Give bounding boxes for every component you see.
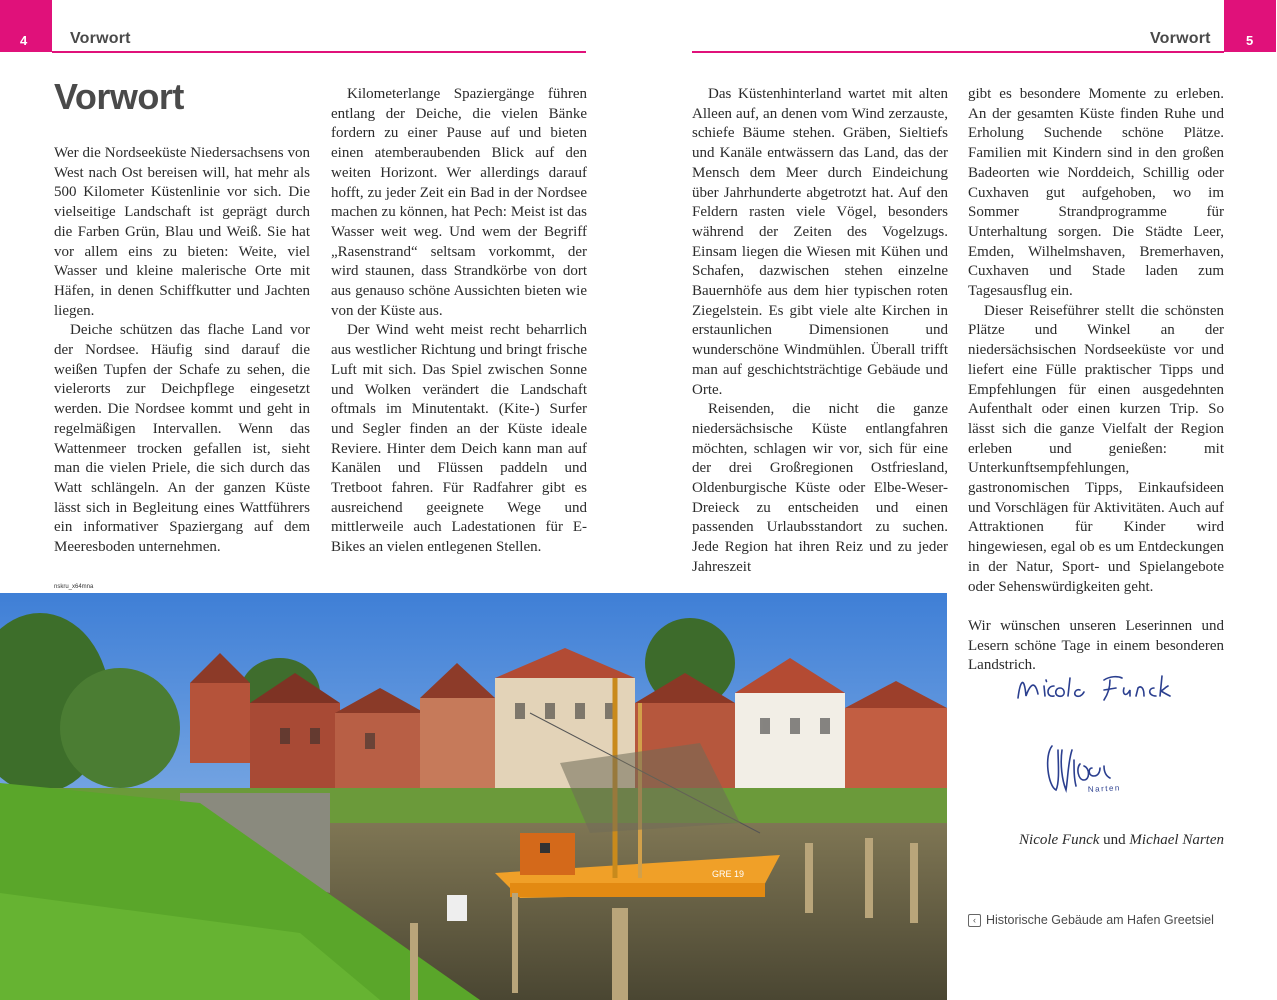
- chevron-left-icon: ‹: [968, 914, 981, 927]
- paragraph: Dieser Reiseführer stellt die schönsten Plätze und Winkel an der niedersächsischen Nordseeküste vor und liefert eine Fülle praktischer Tipps und Empfehlungen für einen ausgedehnten Aufenthalt oder einen kurzen Trip. So lässt sich die ganze Vielfalt der Region erleben und genießen: mit Unterkunftsempfehlungen, gastronomischen Tipps, Einkaufsideen und Vorschlägen für Aktivitäten. Auch auf Attraktionen für Kinder wird hingewiesen, egal ob es um Entdeckungen in der Natur, Sport- und Spielangebote oder Sehenswürdigkeiten geht.: [968, 302, 1224, 595]
- running-head-right: Vorwort: [1150, 30, 1211, 47]
- page-number-tab-right: [1224, 0, 1276, 52]
- paragraph: Wer die Nordseeküste Niedersachsens von West nach Ost bereisen will, hat mehr als 500 Kilometer Küstenlinie vor sich. Die vielseitige Landschaft ist geprägt durch die Farben Grün, Blau und Weiß. Sie hat vor allem eins zu bieten: Weite, viel Wasser und kleine malerische Orte mit Häfen, in denen Schiffkutter und Jachten liegen.: [54, 145, 310, 319]
- text-column-4: [968, 85, 1224, 676]
- paragraph: Deiche schützen das flache Land vor der Nordsee. Häufig sind darauf die weißen Tupfen der Schafe zu sehen, die vielerorts zur Deichpflege eingesetzt werden. Die Nordsee kommt und geht in regelmäßigen Intervallen. Wenn das Wattenmeer trocken gefallen ist, sieht man die vielen Priele, die sich durch das Watt schlängeln. An der ganzen Küste lässt sich in Begleitung eines Wattführers ein informativer Spaziergang auf dem Meeresboden unternehmen.: [54, 322, 310, 556]
- header-rule-left: [52, 51, 586, 53]
- photo-credit: nskru_x64mna: [54, 584, 94, 590]
- photo-caption: [968, 913, 1214, 927]
- author-second: Michael Narten: [1129, 832, 1224, 848]
- paragraph: Der Wind weht meist recht beharrlich aus westlicher Richtung und bringt frische Luft mit sich. Das Spiel zwischen Sonne und Wolken verändert die Landschaft oftmals im Minutentakt. (Kite-) Surfer und Segler finden an der Küste ideale Reviere. Hinter dem Deich kann man auf Kanälen und Flüssen paddeln und Tretboot fahren. Für Radfahrer gibt es ausreichend geeignete Wege und mittlerweile auch Ladestationen für E-Bikes an vielen entlegenen Stellen.: [331, 322, 587, 556]
- page-number-left: 4: [20, 33, 28, 48]
- author-names: [968, 832, 1224, 849]
- author-signatures: [1000, 660, 1200, 810]
- header-rule-right: [692, 51, 1224, 53]
- author-first: Nicole Funck: [1019, 832, 1100, 848]
- text-column-3: [692, 85, 948, 578]
- author-joiner: und: [1103, 832, 1126, 848]
- paragraph: gibt es besondere Momente zu erleben. An der gesamten Küste finden Ruhe und Erholung Suchende schöne Plätze. Familien mit Kindern sind in den großen Badeorten wie Norddeich, Schillig oder Cuxhaven gut aufgehoben, wo im Sommer Strandprogramme für Unterhaltung sorgen. Die Städte Leer, Emden, Wilhelmshaven, Bremerhaven, Cuxhaven und Stade laden zum Tagesausflug ein.: [968, 86, 1224, 300]
- running-head-left: Vorwort: [70, 30, 131, 47]
- harbour-photo: [0, 593, 947, 1000]
- signature-narten-print: Narten: [1087, 783, 1122, 794]
- text-column-2: [331, 85, 587, 558]
- photo-caption-text: Historische Gebäude am Hafen Greetsiel: [986, 913, 1214, 927]
- signature-nicole-funck: [1018, 676, 1170, 700]
- paragraph: Kilometerlange Spaziergänge führen entlang der Deiche, die vielen Bänke fordern zu einer Pause auf und bieten einen atemberaubenden Blick auf den weiten Horizont. Wer allerdings darauf hofft, zu jeder Zeit ein Bad in der Nordsee machen zu können, hat Pech: Meist ist das Wasser weit weg. Und wem der Begriff „Rasenstrand“ seltsam vorkommt, der wird staunen, dass Strandkörbe von dort aus genauso schöne Aussichten bieten wie von der Küste aus.: [331, 86, 587, 319]
- page-number-right: 5: [1246, 33, 1254, 48]
- boat-registration: GRE 19: [712, 869, 745, 879]
- text-column-1: [54, 144, 310, 558]
- closing-paragraph: Wir wünschen unseren Leserinnen und Lesern schöne Tage in einem besonderen Landstrich.: [968, 617, 1224, 674]
- page-number-tab-left: [0, 0, 52, 52]
- page-title: Vorwort: [54, 76, 184, 117]
- paragraph: Das Küstenhinterland wartet mit alten Alleen auf, an denen vom Wind zerzauste, schiefe Bäume stehen. Gräben, Sieltiefs und Kanäle entwässern das Land, das der Mensch dem Meer durch Eindeichung über Jahrhunderte abgetrotzt hat. Auf den Feldern rasten viele Vögel, besonders während der Zeiten des Vogelzugs. Einsam liegen die Wiesen mit Kühen und Schafen, dazwischen stehen einzelne Bauernhöfe aus dem hier typischen roten Ziegelstein. Es gibt viele alte Kirchen in erstaunlichen Dimensionen und wunderschöne Windmühlen. Überall trifft man auf geschichtsträchtige Gebäude und Orte.: [692, 86, 948, 398]
- paragraph: Reisenden, die nicht die ganze niedersächsische Küste entlangfahren möchten, schlagen wir vor, sich für eine der drei Großregionen Ostfriesland, Oldenburgische Küste oder Elbe-Weser-Dreieck zu entscheiden und einen passenden Urlaubsstandort zu suchen. Jede Region hat ihren Reiz und zu jeder Jahreszeit: [692, 401, 948, 575]
